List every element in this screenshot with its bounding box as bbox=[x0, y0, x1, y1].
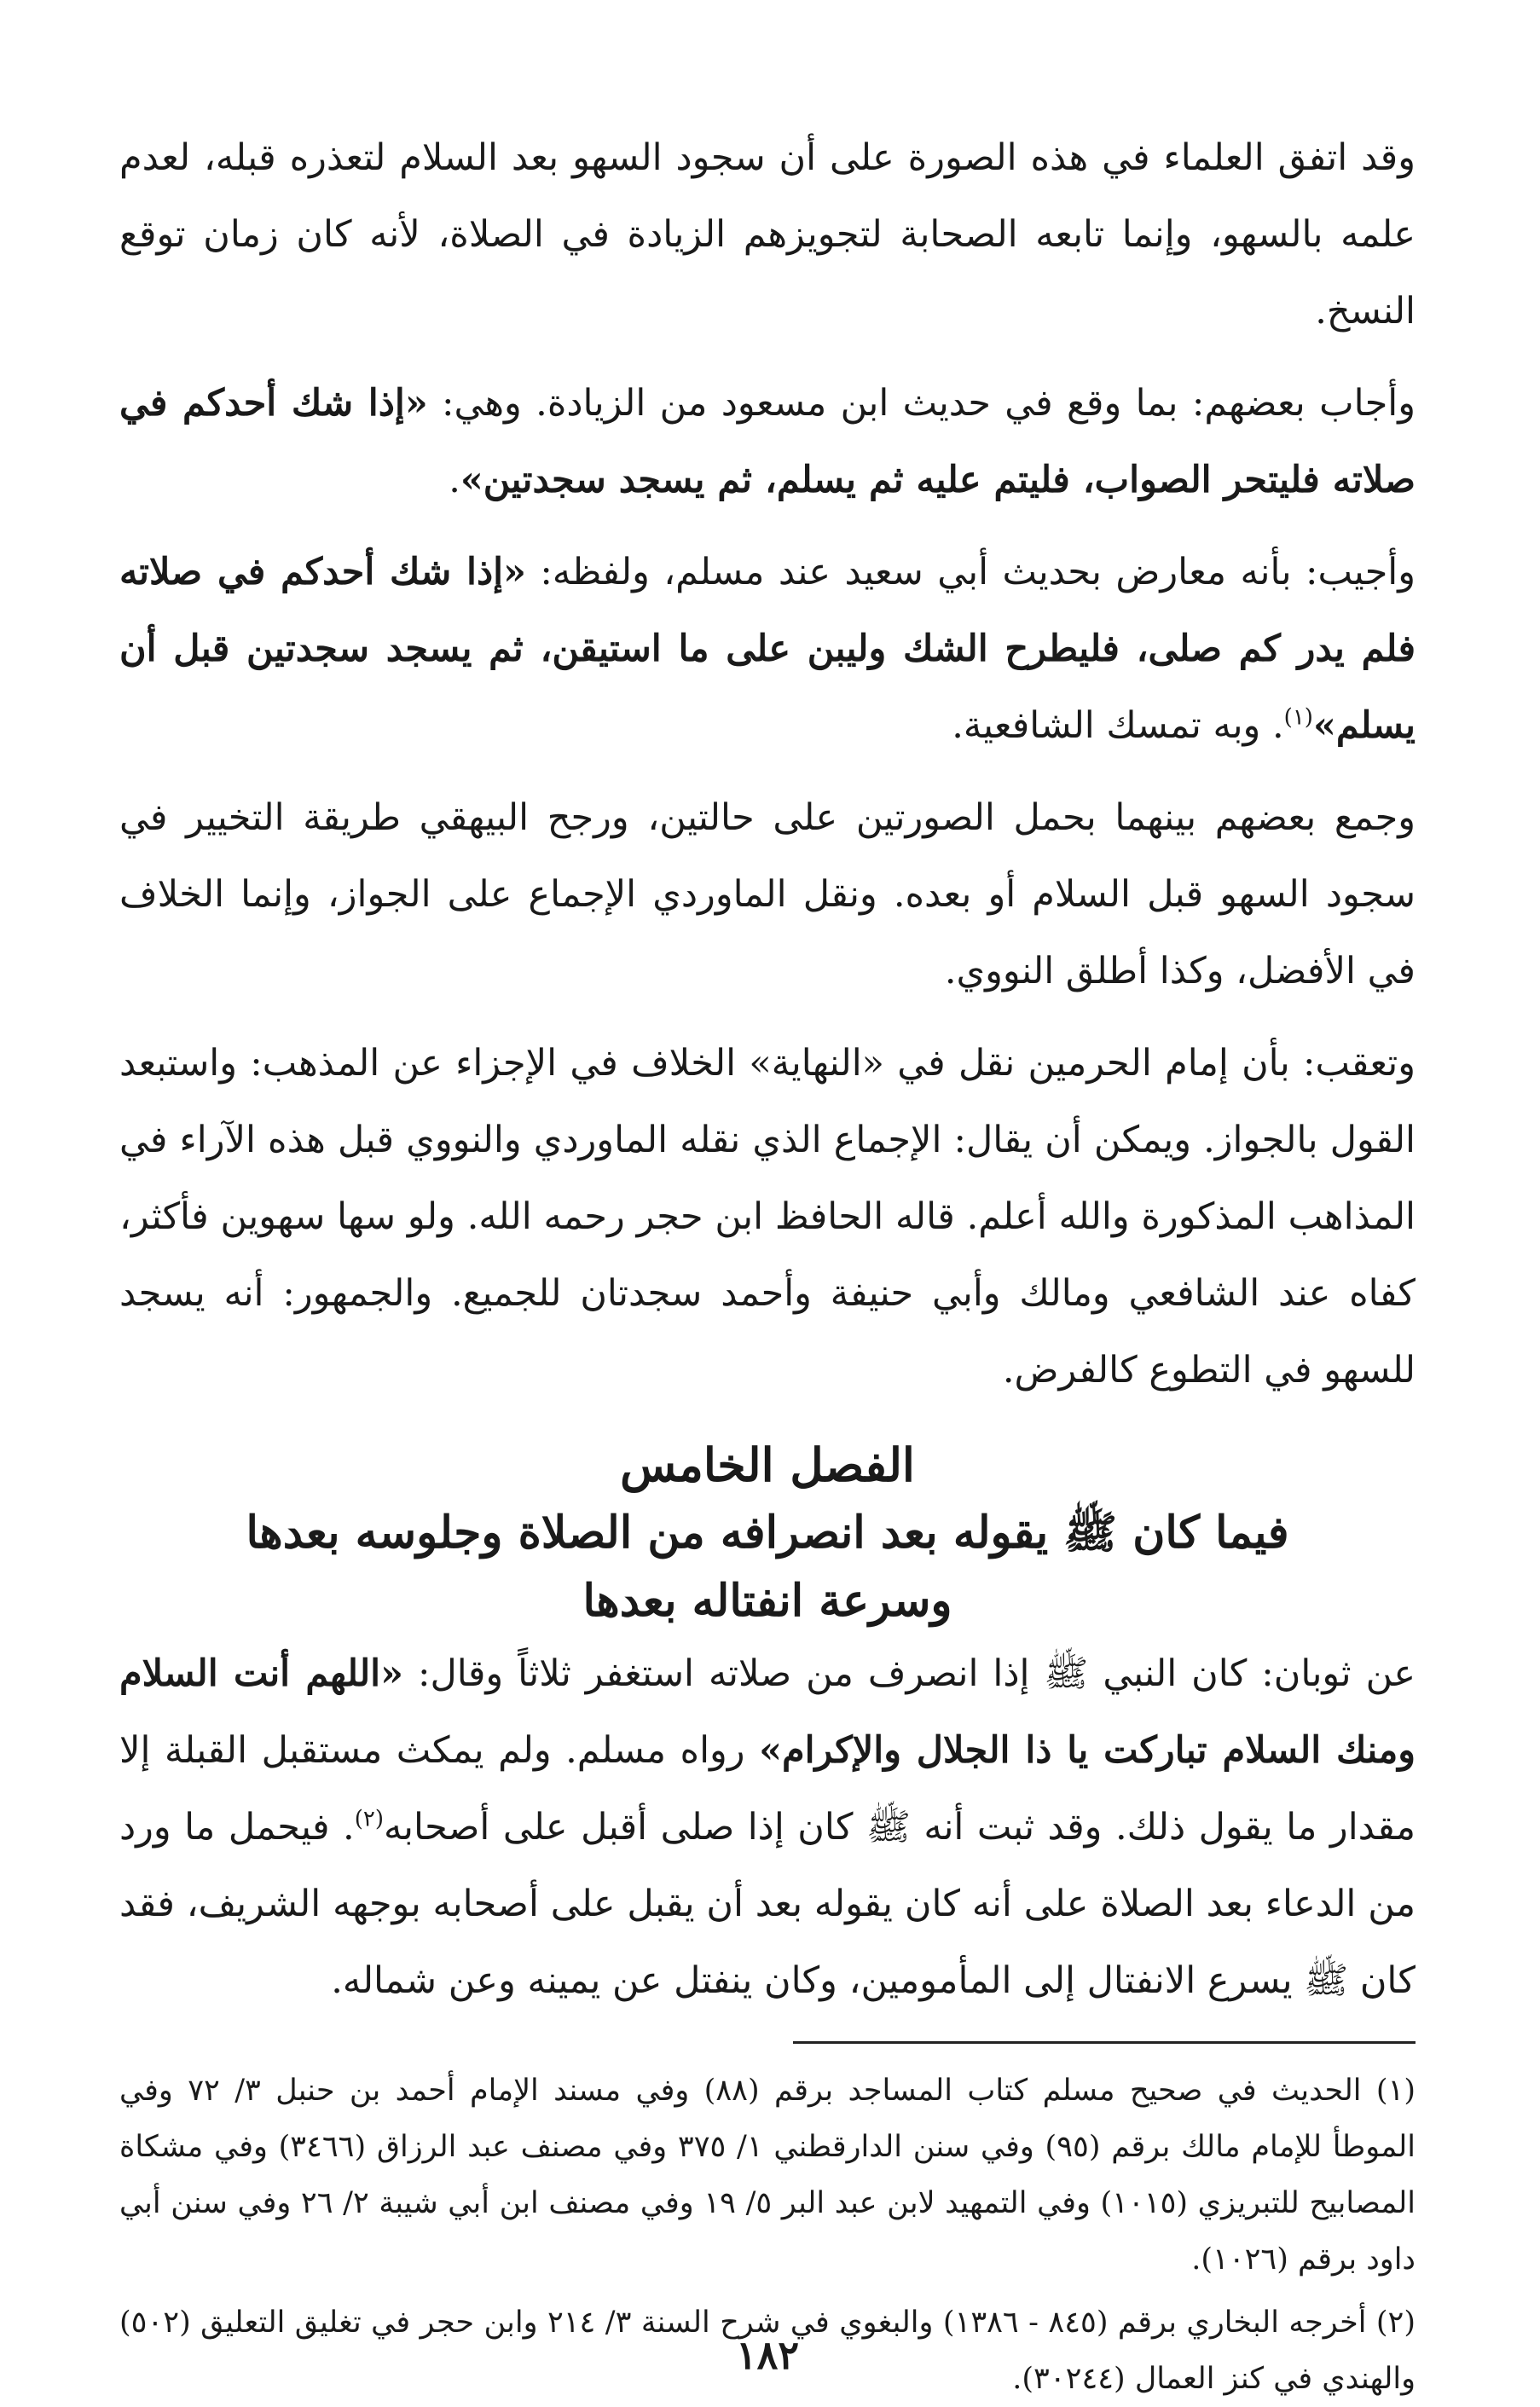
hadith-quote: «إذا شك أحدكم في صلاته فليتحر الصواب، فليتم عليه ثم يسلم، ثم يسجد سجدتين» bbox=[119, 382, 1416, 501]
hadith-quote: «إذا شك أحدكم في صلاته فلم يدر كم صلى، فليطرح الشك وليبن على ما استيقن، ثم يسجد سجدتين قبل أن يسلم» bbox=[119, 551, 1416, 747]
footnote-2: (٢) أخرجه البخاري برقم (٨٤٥ - ١٣٨٦) والبغوي في شرح السنة ٣/ ٢١٤ وابن حجر في تغليق التعليق (٥٠٢) والهندي في كنز العمال (٣٠٢٤٤). bbox=[119, 2306, 1416, 2396]
paragraph-text: وأجيب: بأنه معارض بحديث أبي سعيد عند مسلم، ولفظه: bbox=[525, 551, 1416, 593]
chapter-number: الفصل الخامس bbox=[620, 1438, 915, 1492]
paragraph-text: وأجاب بعضهم: بما وقع في حديث ابن مسعود من الزيادة. وهي: bbox=[427, 382, 1416, 425]
paragraph-4 bbox=[119, 779, 1416, 1010]
paragraph-5 bbox=[119, 1025, 1416, 1409]
paragraph-text: . bbox=[449, 459, 460, 501]
paragraph-text: وجمع بعضهم بينهما بحمل الصورتين على حالتين، ورجح البيهقي طريقة التخيير في سجود السهو قبل السلام أو بعده. ونقل الماوردي الإجماع على الجواز، وإنما الخلاف في الأفضل، وكذا أطلق النووي. bbox=[119, 796, 1416, 992]
paragraph-text: . فيحمل ما ورد من الدعاء بعد الصلاة على أنه كان يقوله بعد أن يقبل على أصحابه بوجهه الشريف، فقد كان ﷺ يسرع الانفتال إلى المأمومين، وكان ينفتل عن يمينه وعن شماله. bbox=[119, 1806, 1416, 2002]
page-number: ١٨٢ bbox=[735, 2332, 800, 2378]
footnote-ref[interactable]: (١) bbox=[1283, 704, 1313, 731]
paragraph-text: وتعقب: بأن إمام الحرمين نقل في «النهاية» الخلاف في الإجزاء عن المذهب: واستبعد القول بالجواز. ويمكن أن يقال: الإجماع الذي نقله الماوردي والنووي قبل هذه الآراء في المذاهب المذكورة والله أعلم. قاله الحافظ ابن حجر رحمه الله. ولو سها سهوين فأكثر، كفاه عند الشافعي ومالك وأبي حنيفة وأحمد سجدتان للجميع. والجمهور: أنه يسجد للسهو في التطوع كالفرض. bbox=[119, 1042, 1416, 1392]
paragraph-text: وقد اتفق العلماء في هذه الصورة على أن سجود السهو بعد السلام لتعذره قبله، لعدم علمه بالسهو، وإنما تابعه الصحابة لتجويزهم الزيادة في الصلاة، لأنه كان زمان توقع النسخ. bbox=[119, 136, 1416, 333]
chapter-title-line-2: وسرعة انفتاله بعدها bbox=[582, 1575, 952, 1627]
paragraph-text: . وبه تمسك الشافعية. bbox=[952, 704, 1284, 747]
footnote-ref[interactable]: (٢) bbox=[354, 1806, 384, 1832]
paragraph-3 bbox=[119, 534, 1416, 764]
chapter-title-line-1: فيما كان ﷺ يقوله بعد انصرافه من الصلاة وجلوسه بعدها bbox=[246, 1507, 1289, 1559]
paragraph-1 bbox=[119, 119, 1416, 350]
footnote-divider bbox=[793, 2041, 1416, 2044]
paragraph-2 bbox=[119, 365, 1416, 518]
hadith-quote: «اللهم أنت السلام ومنك السلام تباركت يا ذا الجلال والإكرام» bbox=[119, 1652, 1416, 1772]
paragraph-text: عن ثوبان: كان النبي ﷺ إذا انصرف من صلاته استغفر ثلاثاً وقال: bbox=[403, 1652, 1416, 1695]
paragraph-text: رواه مسلم. ولم يمكث مستقبل القبلة إلا مقدار ما يقول ذلك. وقد ثبت أنه ﷺ كان إذا صلى أقبل على أصحابه bbox=[119, 1729, 1416, 1849]
book-page bbox=[119, 119, 1416, 2396]
footnote-1: (١) الحديث في صحيح مسلم كتاب المساجد برقم (٨٨) وفي مسند الإمام أحمد بن حنبل ٣/ ٧٢ وفي الموطأ للإمام مالك برقم (٩٥) وفي سنن الدارقطني ١/ ٣٧٥ وفي مصنف عبد الرزاق (٣٤٦٦) وفي مشكاة المصابيح للتبريزي (١٠١٥) وفي التمهيد لابن عبد البر ٥/ ١٩ وفي مصنف ابن أبي شيبة ٢/ ٢٦ وفي سنن أبي داود برقم (١٠٢٦). bbox=[119, 2074, 1416, 2277]
chapter-paragraph bbox=[119, 1635, 1416, 2019]
